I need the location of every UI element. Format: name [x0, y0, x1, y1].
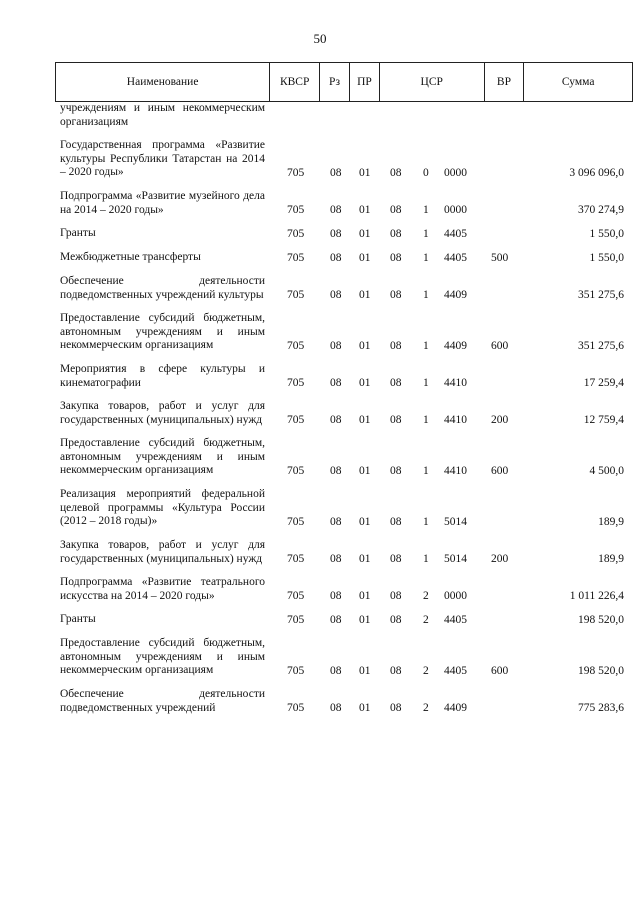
csr-program-cell: 08	[390, 613, 402, 626]
csr-subprogram-cell: 1	[423, 339, 429, 352]
rz-cell: 08	[330, 664, 342, 677]
header-rz: Рз	[320, 63, 350, 101]
csr-subprogram-cell: 1	[423, 413, 429, 426]
header-csr: ЦСР	[380, 63, 485, 101]
rz-cell: 08	[330, 166, 342, 179]
table-row	[0, 637, 640, 678]
csr-code-cell: 4410	[444, 376, 467, 389]
sum-cell: 17 259,4	[583, 376, 624, 389]
csr-program-cell: 08	[390, 251, 402, 264]
pr-cell: 01	[359, 589, 371, 602]
sum-cell: 198 520,0	[578, 613, 624, 626]
rz-cell: 08	[330, 413, 342, 426]
table-row	[0, 437, 640, 478]
kvsr-cell: 705	[287, 166, 305, 179]
rz-cell: 08	[330, 515, 342, 528]
sum-cell: 4 500,0	[589, 464, 624, 477]
csr-program-cell: 08	[390, 589, 402, 602]
rz-cell: 08	[330, 552, 342, 565]
sum-cell: 3 096 096,0	[569, 166, 624, 179]
pr-cell: 01	[359, 515, 371, 528]
sum-cell: 1 550,0	[589, 227, 624, 240]
csr-program-cell: 08	[390, 464, 402, 477]
csr-subprogram-cell: 1	[423, 515, 429, 528]
rz-cell: 08	[330, 376, 342, 389]
csr-code-cell: 0000	[444, 166, 467, 179]
csr-program-cell: 08	[390, 376, 402, 389]
csr-code-cell: 0000	[444, 203, 467, 216]
rz-cell: 08	[330, 227, 342, 240]
kvsr-cell: 705	[287, 413, 305, 426]
vr-cell: 200	[491, 552, 509, 565]
kvsr-cell: 705	[287, 515, 305, 528]
csr-code-cell: 4405	[444, 613, 467, 626]
pr-cell: 01	[359, 701, 371, 714]
sum-cell: 12 759,4	[583, 413, 624, 426]
row-name: Государственная программа «Развитие культуры Республики Татарстан на 2014 – 2020 годы»	[60, 139, 265, 178]
rz-cell: 08	[330, 203, 342, 216]
pr-cell: 01	[359, 227, 371, 240]
pr-cell: 01	[359, 613, 371, 626]
kvsr-cell: 705	[287, 613, 305, 626]
row-name: учреждениям и иным некоммерческим организациям	[60, 102, 265, 128]
csr-subprogram-cell: 1	[423, 227, 429, 240]
pr-cell: 01	[359, 339, 371, 352]
row-name: Предоставление субсидий бюджетным, автономным учреждениям и иным некоммерческим организациям	[60, 637, 265, 676]
sum-cell: 775 283,6	[578, 701, 624, 714]
sum-cell: 1 011 226,4	[569, 589, 624, 602]
pr-cell: 01	[359, 203, 371, 216]
table-row	[0, 539, 640, 566]
csr-subprogram-cell: 1	[423, 203, 429, 216]
csr-subprogram-cell: 1	[423, 464, 429, 477]
row-name: Реализация мероприятий федеральной целевой программы «Культура России (2012 – 2018 годы)»	[60, 488, 265, 527]
pr-cell: 01	[359, 288, 371, 301]
sum-cell: 189,9	[598, 552, 624, 565]
kvsr-cell: 705	[287, 288, 305, 301]
rz-cell: 08	[330, 288, 342, 301]
kvsr-cell: 705	[287, 552, 305, 565]
header-name: Наименование	[56, 63, 270, 101]
kvsr-cell: 705	[287, 376, 305, 389]
row-name: Обеспечение деятельности подведомственных учреждений	[60, 688, 265, 714]
csr-program-cell: 08	[390, 413, 402, 426]
kvsr-cell: 705	[287, 464, 305, 477]
sum-cell: 351 275,6	[578, 339, 624, 352]
csr-subprogram-cell: 0	[423, 166, 429, 179]
rz-cell: 08	[330, 613, 342, 626]
table-row	[0, 312, 640, 353]
csr-code-cell: 4409	[444, 288, 467, 301]
csr-code-cell: 0000	[444, 589, 467, 602]
sum-cell: 370 274,9	[578, 203, 624, 216]
pr-cell: 01	[359, 413, 371, 426]
csr-subprogram-cell: 1	[423, 376, 429, 389]
row-name: Закупка товаров, работ и услуг для государственных (муниципальных) нужд	[60, 400, 265, 426]
csr-code-cell: 4410	[444, 413, 467, 426]
row-name: Предоставление субсидий бюджетным, автономным учреждениям и иным некоммерческим организациям	[60, 312, 265, 351]
pr-cell: 01	[359, 166, 371, 179]
csr-code-cell: 4409	[444, 701, 467, 714]
table-row	[0, 688, 640, 715]
row-name: Предоставление субсидий бюджетным, автономным учреждениям и иным некоммерческим организациям	[60, 437, 265, 476]
sum-cell: 189,9	[598, 515, 624, 528]
page-number: 50	[313, 31, 327, 46]
rz-cell: 08	[330, 464, 342, 477]
table-row	[0, 400, 640, 427]
csr-subprogram-cell: 2	[423, 589, 429, 602]
sum-cell: 1 550,0	[589, 251, 624, 264]
csr-subprogram-cell: 1	[423, 251, 429, 264]
csr-code-cell: 5014	[444, 515, 467, 528]
row-name: Подпрограмма «Развитие театрального искусства на 2014 – 2020 годы»	[60, 576, 265, 602]
kvsr-cell: 705	[287, 251, 305, 264]
kvsr-cell: 705	[287, 339, 305, 352]
sum-cell: 198 520,0	[578, 664, 624, 677]
row-name: Обеспечение деятельности подведомственных учреждений культуры	[60, 275, 265, 301]
table-row	[0, 139, 640, 180]
pr-cell: 01	[359, 464, 371, 477]
kvsr-cell: 705	[287, 227, 305, 240]
csr-subprogram-cell: 1	[423, 288, 429, 301]
csr-subprogram-cell: 2	[423, 664, 429, 677]
csr-program-cell: 08	[390, 288, 402, 301]
table-row	[0, 102, 640, 129]
csr-subprogram-cell: 2	[423, 701, 429, 714]
pr-cell: 01	[359, 664, 371, 677]
kvsr-cell: 705	[287, 664, 305, 677]
row-name: Межбюджетные трансферты	[60, 251, 201, 263]
csr-code-cell: 4410	[444, 464, 467, 477]
csr-program-cell: 08	[390, 664, 402, 677]
csr-code-cell: 4405	[444, 664, 467, 677]
row-name: Мероприятия в сфере культуры и кинематографии	[60, 363, 265, 389]
csr-subprogram-cell: 1	[423, 552, 429, 565]
table-row	[0, 488, 640, 529]
table-header	[55, 62, 633, 102]
sum-cell: 351 275,6	[578, 288, 624, 301]
header-sum: Сумма	[561, 76, 595, 88]
row-name: Подпрограмма «Развитие музейного дела на 2014 – 2020 годы»	[60, 190, 265, 216]
csr-program-cell: 08	[390, 701, 402, 714]
csr-code-cell: 4405	[444, 227, 467, 240]
pr-cell: 01	[359, 552, 371, 565]
csr-program-cell: 08	[390, 203, 402, 216]
rz-cell: 08	[330, 589, 342, 602]
kvsr-cell: 705	[287, 203, 305, 216]
csr-program-cell: 08	[390, 515, 402, 528]
table-row	[0, 363, 640, 390]
vr-cell: 500	[491, 251, 509, 264]
csr-code-cell: 4405	[444, 251, 467, 264]
row-name: Закупка товаров, работ и услуг для государственных (муниципальных) нужд	[60, 539, 265, 565]
header-pr: ПР	[350, 63, 380, 101]
rz-cell: 08	[330, 339, 342, 352]
rz-cell: 08	[330, 701, 342, 714]
header-vr: ВР	[485, 63, 525, 101]
csr-code-cell: 5014	[444, 552, 467, 565]
vr-cell: 600	[491, 664, 509, 677]
table-row	[0, 613, 640, 627]
pr-cell: 01	[359, 251, 371, 264]
row-name: Гранты	[60, 613, 96, 625]
csr-code-cell: 4409	[444, 339, 467, 352]
header-kvsr: КВСР	[270, 63, 320, 101]
csr-program-cell: 08	[390, 339, 402, 352]
table-row	[0, 576, 640, 603]
table-row	[0, 275, 640, 302]
kvsr-cell: 705	[287, 589, 305, 602]
table-row	[0, 227, 640, 241]
pr-cell: 01	[359, 376, 371, 389]
kvsr-cell: 705	[287, 701, 305, 714]
table-row	[0, 190, 640, 217]
csr-program-cell: 08	[390, 552, 402, 565]
table-row	[0, 251, 640, 265]
row-name: Гранты	[60, 227, 96, 239]
table-body	[0, 102, 640, 725]
vr-cell: 600	[491, 339, 509, 352]
csr-program-cell: 08	[390, 166, 402, 179]
vr-cell: 200	[491, 413, 509, 426]
csr-subprogram-cell: 2	[423, 613, 429, 626]
csr-program-cell: 08	[390, 227, 402, 240]
vr-cell: 600	[491, 464, 509, 477]
rz-cell: 08	[330, 251, 342, 264]
